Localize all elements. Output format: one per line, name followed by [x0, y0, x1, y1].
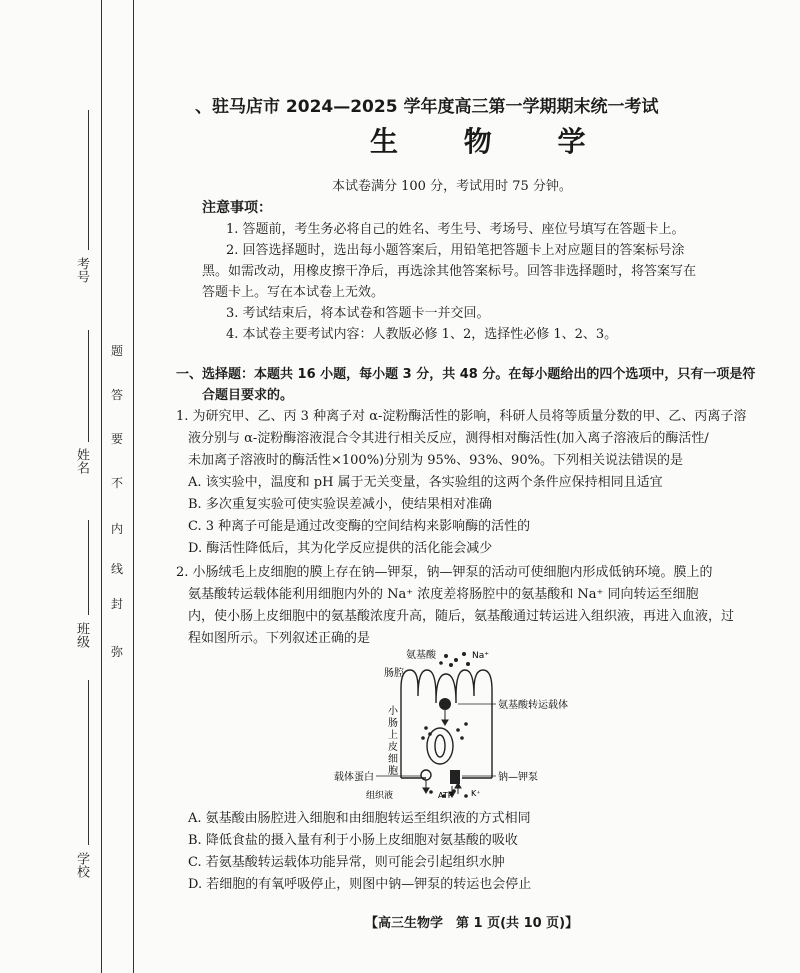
section-heading-cont: 合题目要求的。	[202, 388, 294, 403]
sodium-potassium-pump-icon	[450, 770, 460, 784]
lumen-label: 肠腔	[384, 668, 404, 679]
page-footer: 【高三生物学 第 1 页(共 10 页)】	[365, 916, 579, 931]
notes-heading: 注意事项：	[202, 200, 272, 216]
cell-label-char: 细	[388, 754, 398, 765]
q2-stem: 氨基酸转运载体能利用细胞内外的 Na⁺ 浓度差将肠腔中的氨基酸和 Na⁺ 同向转运至细胞	[188, 587, 699, 602]
cell-label-char: 肠	[388, 718, 398, 729]
note-line: 黑。如需改动，用橡皮擦干净后，再选涂其他答案标号。回答非选择题时，将答案写在	[202, 264, 697, 279]
q1-stem: 液分别与 α-淀粉酶溶液混合令其进行相关反应，测得相对酶活性(加入离子溶液后的酶活性/	[188, 431, 709, 446]
potassium-label: K⁺	[471, 789, 481, 798]
name-label: 姓名	[74, 448, 89, 474]
class-label: 班级	[74, 622, 89, 648]
name-blank	[88, 330, 89, 442]
exam-title: 、驻马店市 2024—2025 学年度高三第一学期期末统一考试	[195, 97, 659, 117]
q1-option-c: C. 3 种离子可能是通过改变酶的空间结构来影响酶的活性的	[188, 519, 531, 534]
note-line: 4. 本试卷主要考试内容：人教版必修 1、2，选择性必修 1、2、3。	[226, 327, 618, 342]
q2-option-b: B. 降低食盐的摄入量有利于小肠上皮细胞对氨基酸的吸收	[188, 833, 518, 848]
seal-char: 封	[111, 597, 124, 611]
seal-char: 要	[111, 432, 124, 446]
cell-label-char: 上	[388, 730, 398, 741]
exam-number-label: 考号	[74, 257, 89, 283]
seal-char: 线	[111, 562, 124, 576]
pump-label: 钠—钾泵	[498, 772, 538, 783]
school-blank	[88, 680, 89, 845]
school-label: 学校	[74, 852, 89, 878]
q2-stem: 程如图所示。下列叙述正确的是	[188, 631, 371, 646]
note-line: 2. 回答选择题时，选出每小题答案后，用铅笔把答题卡上对应题目的答案标号涂	[226, 243, 685, 258]
note-line: 答题卡上。写在本试卷上无效。	[202, 285, 385, 300]
q2-stem: 内，使小肠上皮细胞中的氨基酸浓度升高，随后，氨基酸通过转运进入组织液，再进入血液，过	[188, 609, 735, 624]
note-line: 1. 答题前，考生务必将自己的姓名、考生号、考场号、座位号填写在答题卡上。	[226, 222, 685, 237]
intestinal-cell-diagram	[326, 648, 586, 803]
note-line: 3. 考试结束后，将本试卷和答题卡一并交回。	[226, 306, 490, 321]
cell-label-char: 小	[388, 706, 398, 717]
q2-option-a: A. 氨基酸由肠腔进入细胞和由细胞转运至组织液的方式相同	[188, 811, 531, 826]
cell-label-char: 皮	[388, 742, 398, 753]
binding-line-right	[133, 0, 134, 973]
q1-option-a: A. 该实验中，温度和 pH 属于无关变量，各实验组的这两个条件应保持相同且适宜	[188, 475, 663, 490]
seal-char: 弥	[111, 645, 124, 659]
seal-char: 题	[111, 344, 124, 358]
class-blank	[88, 520, 89, 615]
q2-option-d: D. 若细胞的有氧呼吸停止，则图中钠—钾泵的转运也会停止	[188, 877, 532, 892]
q1-stem: 未加离子溶液时的酶活性×100%)分别为 95%、93%、90%。下列相关说法错误的是	[188, 453, 683, 468]
atp-label: ATP	[438, 791, 453, 800]
seal-char: 不	[111, 476, 124, 490]
seal-char: 内	[111, 522, 124, 536]
section-heading: 一、选择题：本题共 16 小题，每小题 3 分，共 48 分。在每小题给出的四个选项中，只有一项是符	[176, 367, 756, 382]
exam-info: 本试卷满分 100 分，考试用时 75 分钟。	[332, 179, 572, 194]
amino-acid-transporter-icon	[439, 698, 451, 710]
amino-acid-label: 氨基酸	[406, 650, 436, 661]
subject-title: 生 物 学	[370, 125, 614, 158]
q1-stem: 1. 为研究甲、乙、丙 3 种离子对 α-淀粉酶活性的影响，科研人员将等质量分数的甲、乙、丙离子溶	[176, 409, 747, 424]
exam-number-blank	[88, 110, 89, 250]
binding-line-left	[101, 0, 102, 973]
tissue-fluid-label: 组织液	[366, 791, 394, 801]
carrier-label: 载体蛋白	[334, 772, 374, 783]
q2-option-c: C. 若氨基酸转运载体功能异常，则可能会引起组织水肿	[188, 855, 505, 870]
cell-label-char: 胞	[388, 766, 398, 777]
q1-option-d: D. 酶活性降低后，其为化学反应提供的活化能会减少	[188, 541, 493, 556]
seal-char: 答	[111, 388, 124, 402]
q1-option-b: B. 多次重复实验可使实验误差减小，使结果相对准确	[188, 497, 492, 512]
sodium-label: Na⁺	[472, 651, 489, 661]
q2-stem: 2. 小肠绒毛上皮细胞的膜上存在钠—钾泵，钠—钾泵的活动可使细胞内形成低钠环境。膜上的	[176, 565, 713, 580]
transporter-label: 氨基酸转运载体	[498, 700, 568, 711]
